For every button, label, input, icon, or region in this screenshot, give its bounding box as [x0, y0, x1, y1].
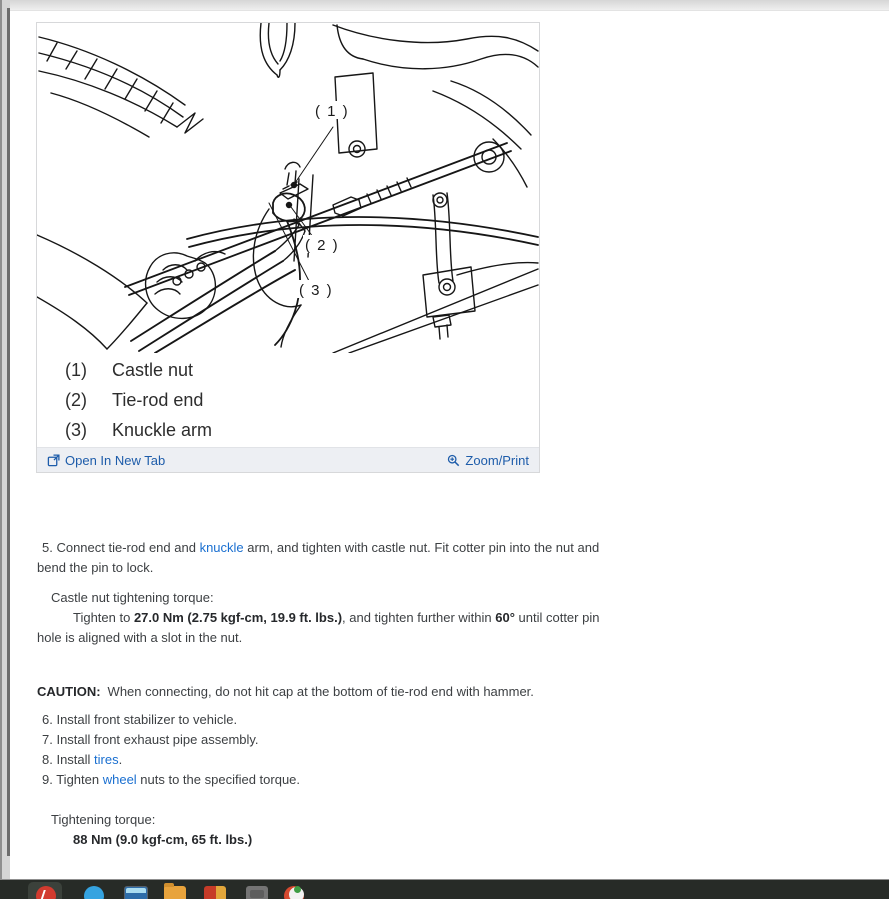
tires-link[interactable]: tires [94, 752, 119, 767]
wheel-link[interactable]: wheel [102, 772, 137, 787]
left-scrollbar[interactable] [0, 0, 10, 880]
left-scrollbar-thumb[interactable] [7, 8, 10, 856]
open-in-new-tab-link[interactable] [47, 453, 165, 468]
figure-callout-3: ( 3 ) [299, 282, 334, 299]
figure-card [36, 22, 540, 473]
steps-6-9 [37, 710, 697, 790]
zoom-print-label: Zoom/Print [465, 452, 529, 468]
step-5-line2: bend the pin to lock. [37, 560, 154, 575]
torque-text: Tighten to [73, 610, 134, 625]
camera-profile-app-icon[interactable] [284, 886, 304, 899]
torque-spec-heading: Castle nut tightening torque: [51, 590, 214, 605]
legend-number: (1) [65, 359, 87, 380]
legend-label: Tie-rod end [112, 389, 204, 410]
blue-circle-app-icon[interactable] [84, 886, 104, 899]
legend-number: (3) [65, 419, 87, 440]
wheel-nut-torque-spec [37, 810, 697, 850]
figure-callout-1: ( 1 ) [315, 103, 350, 120]
step-8-text [37, 750, 697, 770]
caution-text: When connecting, do not hit cap at the bottom of tie-rod end with hammer. [107, 684, 534, 699]
gray-window-app-icon[interactable] [246, 886, 268, 899]
open-in-new-tab-icon [47, 454, 60, 467]
step-8-suffix: . [118, 752, 123, 767]
zoom-magnifier-icon [447, 454, 460, 467]
torque-value: 27.0 Nm (2.75 kgf-cm, 19.9 ft. lbs.) [133, 610, 343, 625]
open-in-new-tab-label: Open In New Tab [65, 452, 166, 468]
legend-label: Castle nut [112, 359, 194, 380]
legend-label: Knuckle arm [112, 419, 213, 440]
figure-callout-2: ( 2 ) [305, 237, 340, 254]
legend-row-castle-nut [65, 355, 539, 385]
final-torque-value: 88 Nm (9.0 kgf-cm, 65 ft. lbs.) [73, 832, 253, 847]
step-6-text: 6. Install front stabilizer to vehicle. [42, 712, 238, 727]
terminal-window-app-icon[interactable] [124, 886, 148, 899]
knuckle-link[interactable]: knuckle [199, 540, 244, 555]
step-5-line1: 5. Connect tie-rod end and [42, 540, 200, 555]
window-top-strip [0, 0, 889, 11]
legend-row-knuckle-arm [65, 415, 539, 445]
step-9-text [37, 770, 697, 790]
torque-spec-line1 [37, 608, 697, 628]
final-torque-heading: Tightening torque: [51, 812, 156, 827]
file-explorer-folder-icon[interactable] [164, 886, 186, 899]
step-5-line1b: arm, and tighten with castle nut. Fit cotter pin into the nut and [243, 540, 600, 555]
step-5-text [37, 538, 697, 578]
torque-spec-line2: hole is aligned with a slot in the nut. [37, 630, 243, 645]
castle-nut-torque-spec [37, 588, 697, 648]
legend-number: (2) [65, 389, 87, 410]
step-9-suffix: nuts to the specified torque. [136, 772, 301, 787]
caution-label: CAUTION: [37, 684, 101, 699]
figure-legend [37, 353, 539, 447]
zoom-print-link[interactable] [447, 453, 529, 468]
torque-text: , and tighten further within [342, 610, 496, 625]
caution-note [37, 682, 697, 702]
tie-rod-diagram-image [37, 23, 539, 353]
step-8-prefix: 8. Install [42, 752, 95, 767]
step-9-prefix: 9. Tighten [42, 772, 103, 787]
figure-toolbar [37, 447, 539, 472]
left-scrollbar-edge [0, 0, 2, 880]
torque-text: until cotter pin [514, 610, 600, 625]
red-antivirus-app-icon[interactable] [36, 886, 56, 899]
step-7-text: 7. Install front exhaust pipe assembly. [42, 732, 259, 747]
red-yellow-app-icon[interactable] [204, 886, 226, 899]
legend-row-tie-rod-end [65, 385, 539, 415]
angle-value: 60° [495, 610, 515, 625]
windows-taskbar [0, 879, 889, 899]
